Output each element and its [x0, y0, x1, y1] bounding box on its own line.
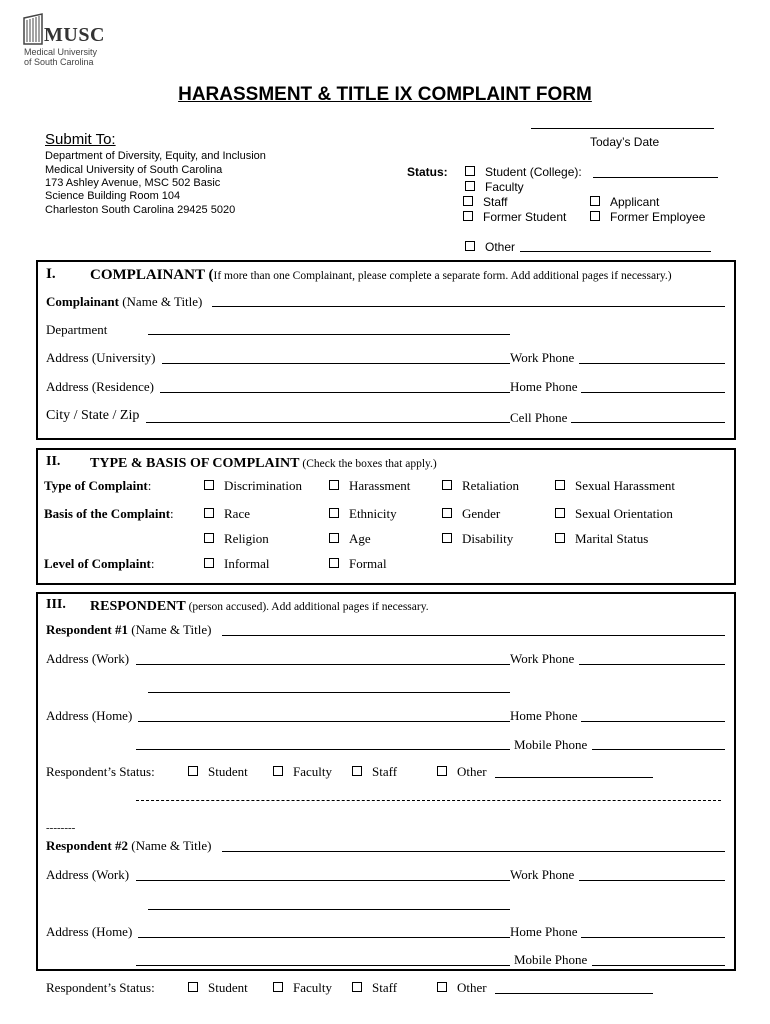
respondent2-name-field[interactable]	[222, 851, 725, 852]
checkbox[interactable]	[590, 211, 600, 221]
respondent2-address-work-field[interactable]	[136, 880, 510, 881]
respondent1-address-home-field-2[interactable]	[136, 749, 510, 750]
status-faculty[interactable]: Faculty	[465, 180, 524, 194]
submit-to-label: Submit To:	[45, 131, 116, 148]
separator-dashes	[136, 800, 721, 801]
status-former-employee[interactable]: Former Employee	[590, 210, 705, 224]
respondent1-mobile-phone-label: Mobile Phone	[514, 737, 588, 752]
respondent2-address-home-field[interactable]	[138, 937, 510, 938]
checkbox[interactable]	[204, 558, 214, 568]
respondent2-status-staff[interactable]: Staff	[352, 980, 397, 996]
checkbox[interactable]	[463, 196, 473, 206]
work-phone-field[interactable]	[579, 363, 725, 364]
respondent2-status-label: Respondent’s Status:	[46, 980, 155, 995]
respondent1-work-phone-label: Work Phone	[510, 651, 575, 666]
submit-to-line: Department of Diversity, Equity, and Inclusion	[45, 150, 266, 162]
respondent2-address-home-field-2[interactable]	[136, 965, 510, 966]
respondent2-address-work-label: Address (Work)	[46, 867, 130, 882]
basis-option-race[interactable]: Race	[204, 506, 250, 522]
home-phone-field[interactable]	[581, 392, 725, 393]
checkbox[interactable]	[204, 533, 214, 543]
respondent2-mobile-phone-label: Mobile Phone	[514, 952, 588, 967]
respondent1-work-phone-field[interactable]	[579, 664, 725, 665]
respondent2-name-label: Respondent #2 (Name & Title)	[46, 838, 212, 853]
checkbox[interactable]	[329, 508, 339, 518]
checkbox[interactable]	[465, 241, 475, 251]
checkbox[interactable]	[329, 480, 339, 490]
respondent2-address-work-field-2[interactable]	[148, 909, 510, 910]
basis-label: Basis of the Complaint:	[44, 506, 174, 521]
checkbox[interactable]	[442, 480, 452, 490]
type-label: Type of Complaint:	[44, 478, 152, 493]
logo-line1: Medical University	[24, 47, 98, 57]
respondent2-status-faculty[interactable]: Faculty	[273, 980, 332, 996]
checkbox[interactable]	[463, 211, 473, 221]
section2-heading: TYPE & BASIS OF COMPLAINT (Check the boxes that apply.)	[90, 456, 437, 471]
work-phone-label: Work Phone	[510, 350, 575, 365]
respondent2-mobile-phone-field[interactable]	[592, 965, 725, 966]
respondent1-status-staff[interactable]: Staff	[352, 764, 397, 780]
status-student[interactable]: Student (College):	[465, 165, 582, 179]
checkbox[interactable]	[273, 766, 283, 776]
respondent1-mobile-phone-field[interactable]	[592, 749, 725, 750]
address-residence-field[interactable]	[160, 392, 510, 393]
checkbox[interactable]	[352, 982, 362, 992]
respondent2-status-other-field[interactable]	[495, 993, 653, 994]
respondent2-work-phone-field[interactable]	[579, 880, 725, 881]
type-option-retaliation[interactable]: Retaliation	[442, 478, 519, 494]
checkbox[interactable]	[590, 196, 600, 206]
status-staff[interactable]: Staff	[463, 195, 507, 209]
checkbox[interactable]	[442, 533, 452, 543]
logo-name: MUSC	[44, 24, 105, 46]
level-option-formal[interactable]: Formal	[329, 556, 387, 572]
complainant-name-label: Complainant (Name & Title)	[46, 294, 203, 309]
status-label: Status:	[407, 165, 448, 179]
respondent1-name-label: Respondent #1 (Name & Title)	[46, 622, 212, 637]
respondent1-status-faculty[interactable]: Faculty	[273, 764, 332, 780]
respondent2-home-phone-field[interactable]	[581, 937, 725, 938]
respondent1-status-label: Respondent’s Status:	[46, 764, 155, 779]
form-title: HARASSMENT & TITLE IX COMPLAINT FORM	[178, 84, 592, 105]
section3-number: III.	[46, 597, 66, 612]
separator-dashes-tail: --------	[46, 822, 76, 834]
section-respondent	[36, 592, 736, 971]
todays-date-label: Today’s Date	[590, 135, 660, 149]
city-state-zip-label: City / State / Zip	[46, 408, 140, 423]
checkbox[interactable]	[204, 508, 214, 518]
checkbox[interactable]	[188, 982, 198, 992]
section3-heading: RESPONDENT (person accused). Add additional pages if necessary.	[90, 599, 429, 614]
checkbox[interactable]	[329, 533, 339, 543]
respondent1-address-home-label: Address (Home)	[46, 708, 133, 723]
status-other-field[interactable]	[520, 251, 711, 252]
respondent2-status-other[interactable]: Other	[437, 980, 487, 996]
submit-to-line: Medical University of South Carolina	[45, 164, 223, 176]
cell-phone-field[interactable]	[571, 422, 725, 423]
cell-phone-label: Cell Phone	[510, 410, 568, 425]
section1-heading: COMPLAINANT (If more than one Complainant, please complete a separate form. Add additional pages if necessary.)	[90, 267, 672, 283]
checkbox[interactable]	[555, 480, 565, 490]
respondent1-address-work-label: Address (Work)	[46, 651, 130, 666]
checkbox[interactable]	[437, 982, 447, 992]
checkbox[interactable]	[465, 181, 475, 191]
type-option-sexual-harassment[interactable]: Sexual Harassment	[555, 478, 675, 494]
respondent1-home-phone-field[interactable]	[581, 721, 725, 722]
submit-to-line: Charleston South Carolina 29425 5020	[45, 204, 236, 216]
checkbox[interactable]	[352, 766, 362, 776]
respondent1-address-home-field[interactable]	[138, 721, 510, 722]
respondent1-status-other[interactable]: Other	[437, 764, 487, 780]
address-residence-label: Address (Residence)	[46, 379, 154, 394]
respondent2-address-home-label: Address (Home)	[46, 924, 133, 939]
checkbox[interactable]	[465, 166, 475, 176]
basis-option-ethnicity[interactable]: Ethnicity	[329, 506, 397, 522]
todays-date-field[interactable]	[531, 128, 714, 129]
basis-option-marital-status[interactable]: Marital Status	[555, 531, 648, 547]
submit-to-line: Science Building Room 104	[45, 190, 181, 202]
respondent1-address-work-field-2[interactable]	[148, 692, 510, 693]
checkbox[interactable]	[437, 766, 447, 776]
department-label: Department	[46, 322, 108, 337]
city-state-zip-field[interactable]	[146, 422, 510, 423]
basis-option-sexual-orientation[interactable]: Sexual Orientation	[555, 506, 673, 522]
basis-option-religion[interactable]: Religion	[204, 531, 269, 547]
type-option-discrimination[interactable]: Discrimination	[204, 478, 302, 494]
address-university-field[interactable]	[162, 363, 510, 364]
musc-building-icon	[22, 12, 44, 46]
checkbox[interactable]	[188, 766, 198, 776]
checkbox[interactable]	[555, 533, 565, 543]
respondent2-status-student[interactable]: Student	[188, 980, 248, 996]
level-label: Level of Complaint:	[44, 556, 155, 571]
section2-number: II.	[46, 454, 61, 469]
basis-option-age[interactable]: Age	[329, 531, 371, 547]
respondent1-home-phone-label: Home Phone	[510, 708, 578, 723]
respondent1-status-other-field[interactable]	[495, 777, 653, 778]
status-applicant[interactable]: Applicant	[590, 195, 659, 209]
section1-number: I.	[46, 266, 56, 282]
checkbox[interactable]	[329, 558, 339, 568]
checkbox[interactable]	[273, 982, 283, 992]
checkbox[interactable]	[555, 508, 565, 518]
address-university-label: Address (University)	[46, 350, 156, 365]
status-former-student[interactable]: Former Student	[463, 210, 566, 224]
respondent2-home-phone-label: Home Phone	[510, 924, 578, 939]
checkbox[interactable]	[442, 508, 452, 518]
complainant-name-field[interactable]	[212, 306, 725, 307]
type-option-harassment[interactable]: Harassment	[329, 478, 410, 494]
level-option-informal[interactable]: Informal	[204, 556, 269, 572]
status-other[interactable]: Other	[465, 240, 515, 254]
home-phone-label: Home Phone	[510, 379, 578, 394]
basis-option-disability[interactable]: Disability	[442, 531, 513, 547]
submit-to-line: 173 Ashley Avenue, MSC 502 Basic	[45, 177, 221, 189]
respondent2-work-phone-label: Work Phone	[510, 867, 575, 882]
basis-option-gender[interactable]: Gender	[442, 506, 500, 522]
status-college-field[interactable]	[593, 177, 718, 178]
logo-line2: of South Carolina	[24, 57, 94, 67]
respondent1-name-field[interactable]	[222, 635, 725, 636]
respondent1-address-work-field[interactable]	[136, 664, 510, 665]
department-field[interactable]	[148, 334, 510, 335]
respondent1-status-student[interactable]: Student	[188, 764, 248, 780]
checkbox[interactable]	[204, 480, 214, 490]
